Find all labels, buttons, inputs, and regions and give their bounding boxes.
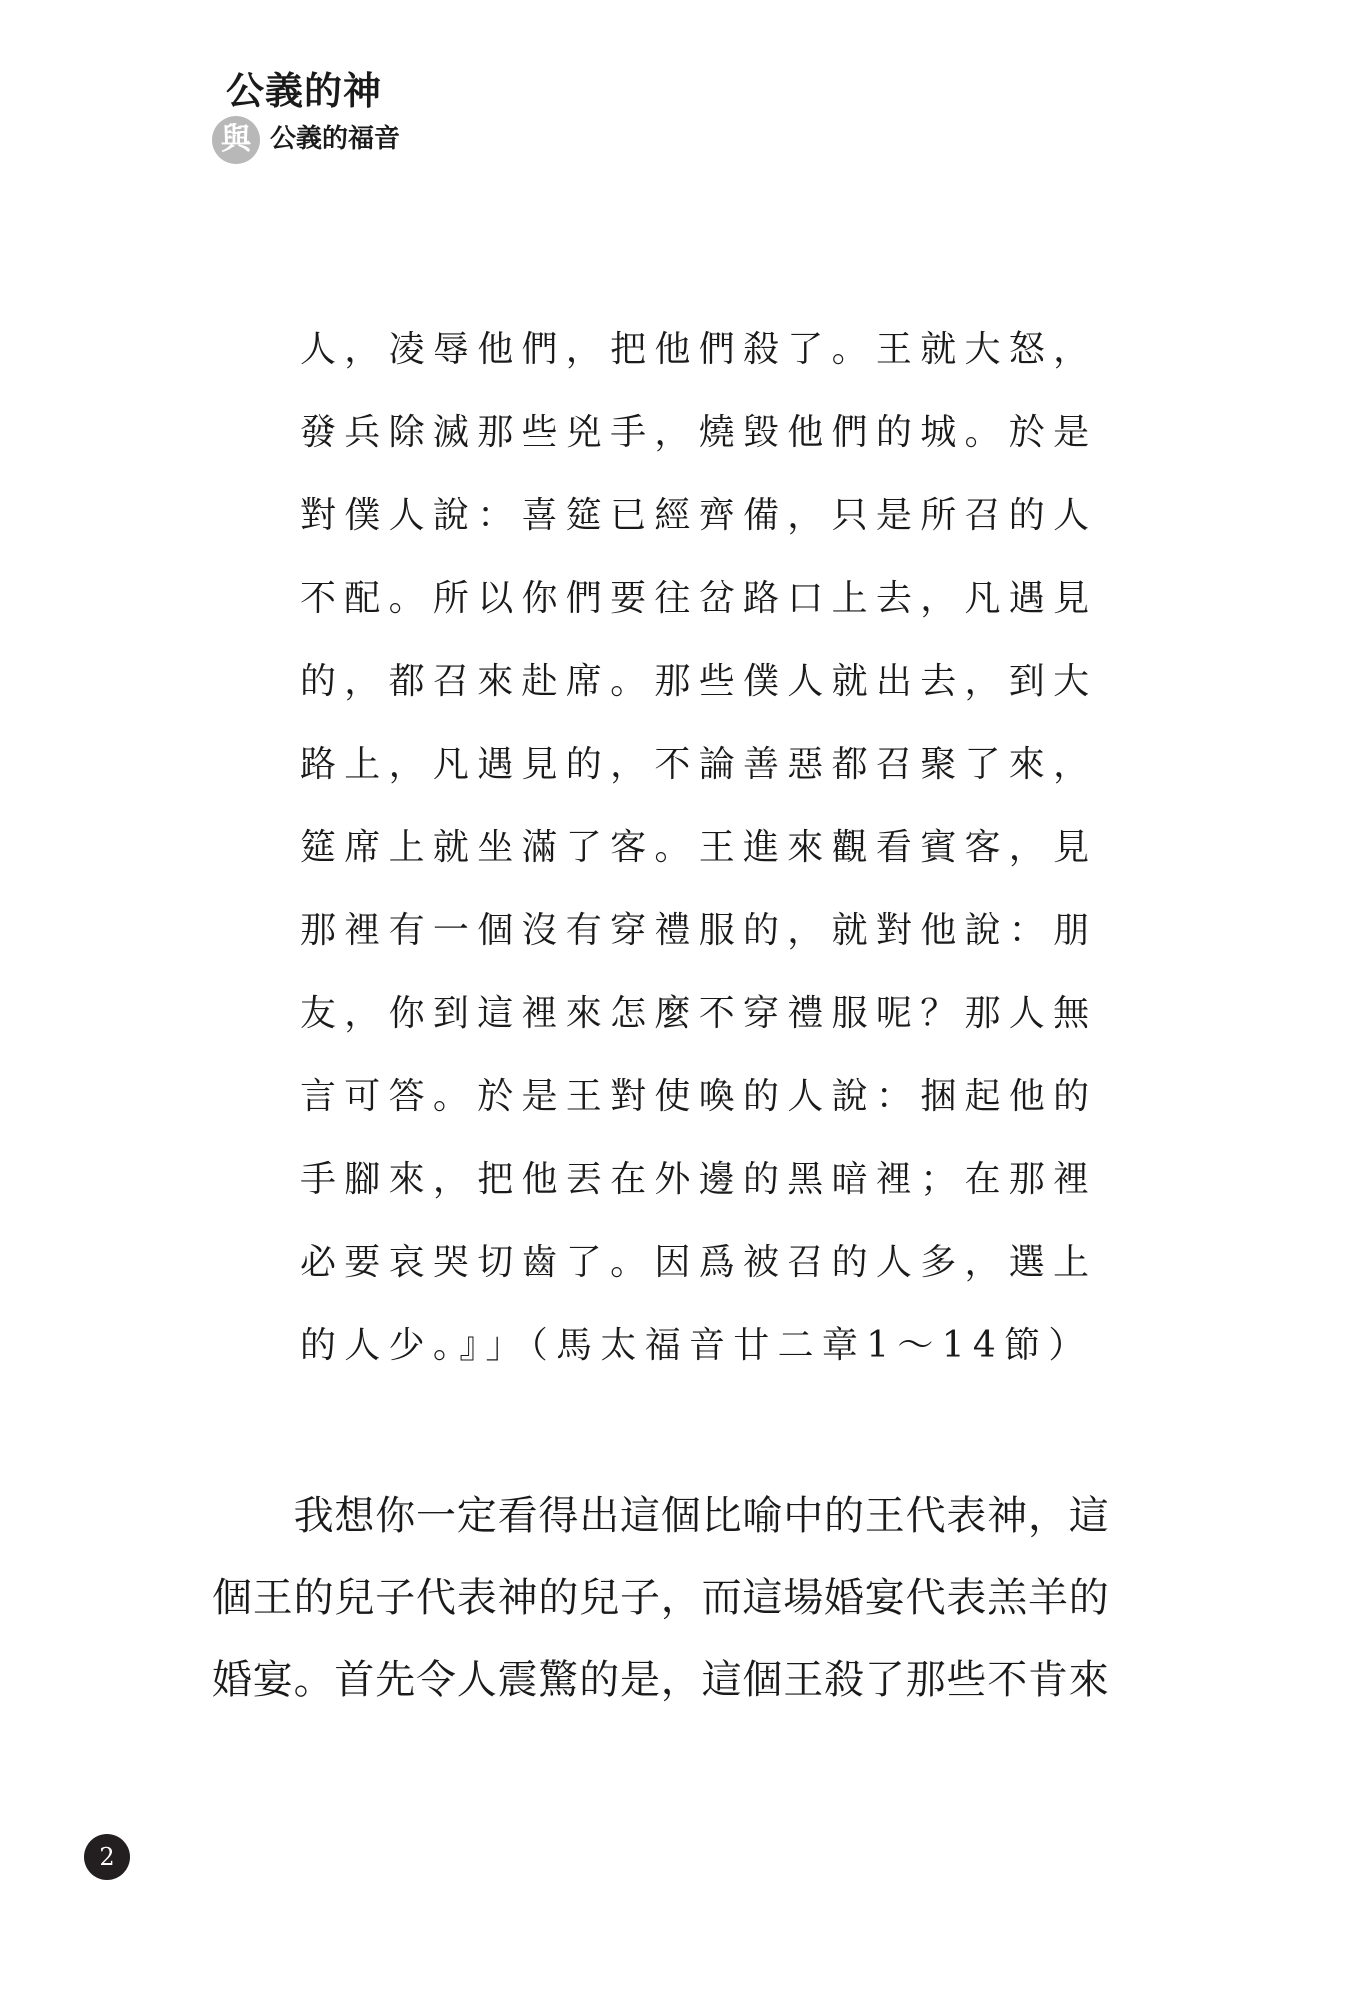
quote-line: 發兵除滅那些兇手，燒毀他們的城。於是 bbox=[300, 412, 1098, 453]
quote-line: 對僕人說：喜筵已經齊備，只是所召的人 bbox=[300, 495, 1098, 536]
connector-badge: 與 bbox=[212, 116, 260, 164]
quote-line: 筵席上就坐滿了客。王進來觀看賓客，見 bbox=[300, 827, 1098, 868]
quote-line: 友，你到這裡來怎麼不穿禮服呢？那人無 bbox=[300, 993, 1098, 1034]
quote-line: 人，凌辱他們，把他們殺了。王就大怒， bbox=[300, 329, 1098, 370]
quote-line: 那裡有一個沒有穿禮服的，就對他說：朋 bbox=[300, 910, 1098, 951]
quote-line: 的人少。』」（馬太福音廿二章1～14節） bbox=[300, 1325, 1093, 1366]
body-line: 我想你一定看得出這個比喻中的王代表神，這 bbox=[212, 1493, 1110, 1539]
body-line: 個王的兒子代表神的兒子，而這場婚宴代表羔羊的 bbox=[212, 1575, 1110, 1621]
book-title: 公義的神 bbox=[226, 69, 383, 113]
book-subtitle: 公義的福音 bbox=[270, 124, 401, 154]
body-paragraph bbox=[212, 1484, 1172, 1730]
quote-line: 路上，凡遇見的，不論善惡都召聚了來， bbox=[300, 744, 1098, 785]
body-line: 婚宴。首先令人震驚的是，這個王殺了那些不肯來 bbox=[212, 1657, 1110, 1703]
quote-line: 必要哀哭切齒了。因爲被召的人多，選上 bbox=[300, 1242, 1098, 1283]
quote-line: 言可答。於是王對使喚的人說：捆起他的 bbox=[300, 1076, 1098, 1117]
scripture-quote bbox=[300, 320, 1098, 1399]
page-number: 2 bbox=[84, 1834, 130, 1880]
running-header bbox=[212, 60, 472, 170]
quote-line: 手腳來，把他丟在外邊的黑暗裡；在那裡 bbox=[300, 1159, 1098, 1200]
quote-line: 的，都召來赴席。那些僕人就出去，到大 bbox=[300, 661, 1098, 702]
quote-line: 不配。所以你們要往岔路口上去，凡遇見 bbox=[300, 578, 1098, 619]
